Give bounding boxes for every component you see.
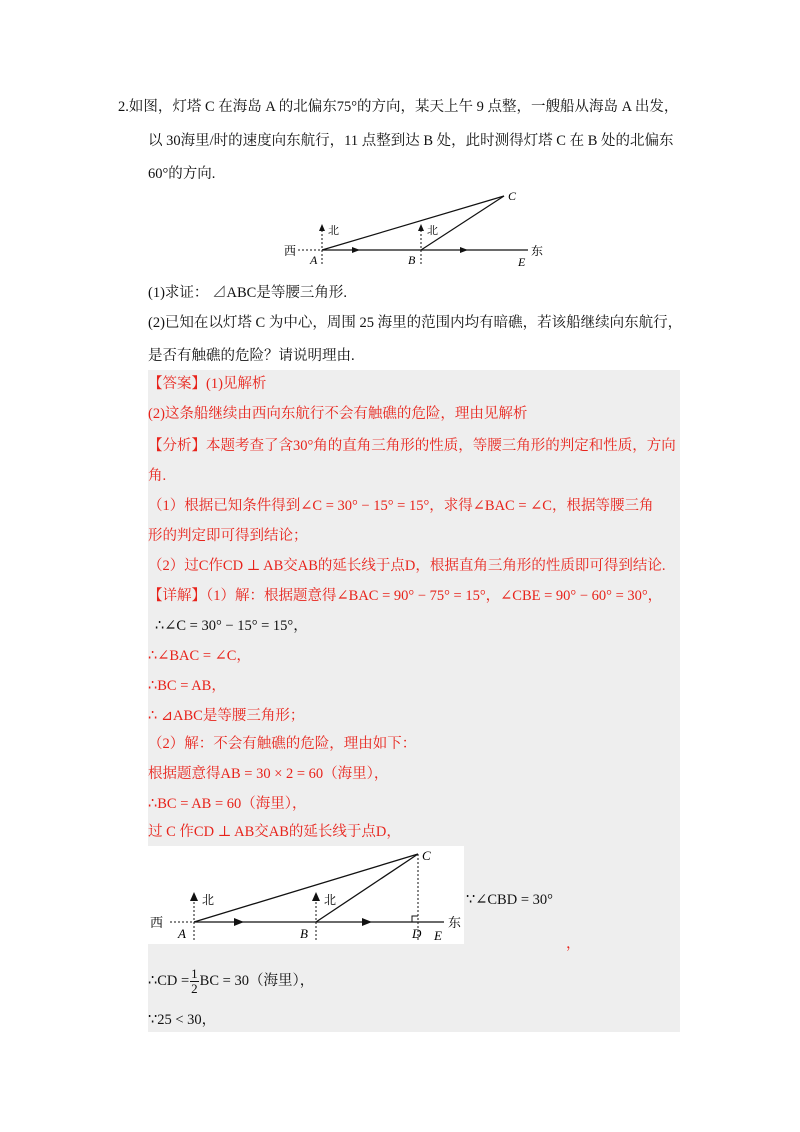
detail-line-7: 根据题意得AB = 30 × 2 = 60（海里）， xyxy=(148,766,389,782)
label-point-c-2: C xyxy=(422,848,431,863)
cd-suffix: BC = 30（海里）， xyxy=(199,973,315,989)
label-east-2: 东 xyxy=(448,915,462,930)
question-2-line-1: (2)已知在以灯塔 C 为中心，周围 25 海里的范围内均有暗礁，若该船继续向东航行， xyxy=(148,315,683,331)
detail-line-6: （2）解：不会有触礁的危险，理由如下： xyxy=(148,736,417,752)
problem-line-2: 以 30海里/时的速度向东航行，11 点整到达 B 处，此时测得灯塔 C 在 B 处的北偏东 xyxy=(148,133,674,149)
arrow-4 xyxy=(362,918,372,926)
fraction-numerator: 1 xyxy=(191,965,198,981)
arrow-3 xyxy=(234,918,244,926)
label-point-d: D xyxy=(412,926,422,941)
step-1-line-1: （1）根据已知条件得到∠C = 30° − 15° = 15°，求得∠BAC = ∠C，根据等腰三角 xyxy=(148,498,654,514)
label-point-a-2: A xyxy=(178,926,186,941)
arrow-1 xyxy=(352,247,360,253)
fraction-denominator: 2 xyxy=(191,980,198,996)
detail-line-5: ∴ ⊿ABC是等腰三角形； xyxy=(148,708,305,724)
label-west: 西 xyxy=(284,244,297,258)
label-north-a-2: 北 xyxy=(202,893,215,907)
detail-line-13: ∵25 < 30， xyxy=(148,1012,217,1028)
detail-line-3: ∴∠BAC = ∠C， xyxy=(148,648,251,664)
figure-2-diagram xyxy=(148,846,464,944)
segment-bc xyxy=(421,196,504,250)
cd-prefix: ∴CD = xyxy=(148,973,190,989)
label-north-b-2: 北 xyxy=(324,893,337,907)
label-point-b: B xyxy=(408,253,416,267)
right-angle-mark xyxy=(412,916,418,922)
segment-ac-2 xyxy=(194,854,418,922)
north-arrow-a2-icon xyxy=(190,892,198,901)
figure-1-diagram xyxy=(280,186,550,268)
problem-line-3: 60°的方向. xyxy=(148,166,216,182)
fraction-half xyxy=(190,967,199,996)
label-point-e-2: E xyxy=(434,928,442,943)
detail-line-9: 过 C 作CD ⊥ AB交AB的延长线于点D， xyxy=(148,824,401,840)
north-arrow-b-icon xyxy=(418,224,424,231)
label-north-b: 北 xyxy=(427,225,438,237)
arrow-2 xyxy=(460,247,468,253)
answer-2: (2)这条船继续由西向东航行不会有触礁的危险，理由见解析 xyxy=(148,406,528,422)
step-1-line-2: 形的判定即可得到结论； xyxy=(148,528,308,544)
segment-ac xyxy=(322,196,504,250)
question-1: (1)求证： ⊿ABC是等腰三角形. xyxy=(148,285,347,301)
detail-line-2: ∴∠C = 30° − 15° = 15°， xyxy=(155,618,308,634)
detail-line-10: ∵∠CBD = 30° xyxy=(466,892,553,908)
question-2-line-2: 是否有触礁的危险？请说明理由. xyxy=(148,348,355,364)
north-arrow-a-icon xyxy=(319,224,325,231)
analysis-line-2: 角. xyxy=(148,468,167,484)
detail-line-11: ， xyxy=(566,936,581,952)
label-west-2: 西 xyxy=(150,915,164,930)
label-point-c: C xyxy=(508,189,517,203)
answer-1: 【答案】(1)见解析 xyxy=(148,376,267,392)
label-point-b-2: B xyxy=(300,926,308,941)
step-2: （2）过C作CD ⊥ AB交AB的延长线于点D，根据直角三角形的性质即可得到结论. xyxy=(148,558,666,574)
label-east: 东 xyxy=(531,244,544,258)
detail-line-12 xyxy=(148,964,314,998)
segment-bc-2 xyxy=(316,854,418,922)
label-north-a: 北 xyxy=(328,225,339,237)
detail-line-8: ∴BC = AB = 60（海里）， xyxy=(148,796,307,812)
label-point-a: A xyxy=(310,253,318,267)
label-point-e: E xyxy=(518,255,526,268)
analysis-line-1: 【分析】本题考查了含30°角的直角三角形的性质，等腰三角形的判定和性质，方向 xyxy=(148,438,676,454)
detail-line-1: 【详解】（1）解：根据题意得∠BAC = 90° − 75° = 15°，∠CBE = 90° − 60° = 30°， xyxy=(148,588,663,604)
detail-line-4: ∴BC = AB， xyxy=(148,678,226,694)
north-arrow-b2-icon xyxy=(312,892,320,901)
problem-line-1: 2.如图，灯塔 C 在海岛 A 的北偏东75°的方向，某天上午 9 点整，一艘船从海岛 A 出发， xyxy=(118,99,679,115)
